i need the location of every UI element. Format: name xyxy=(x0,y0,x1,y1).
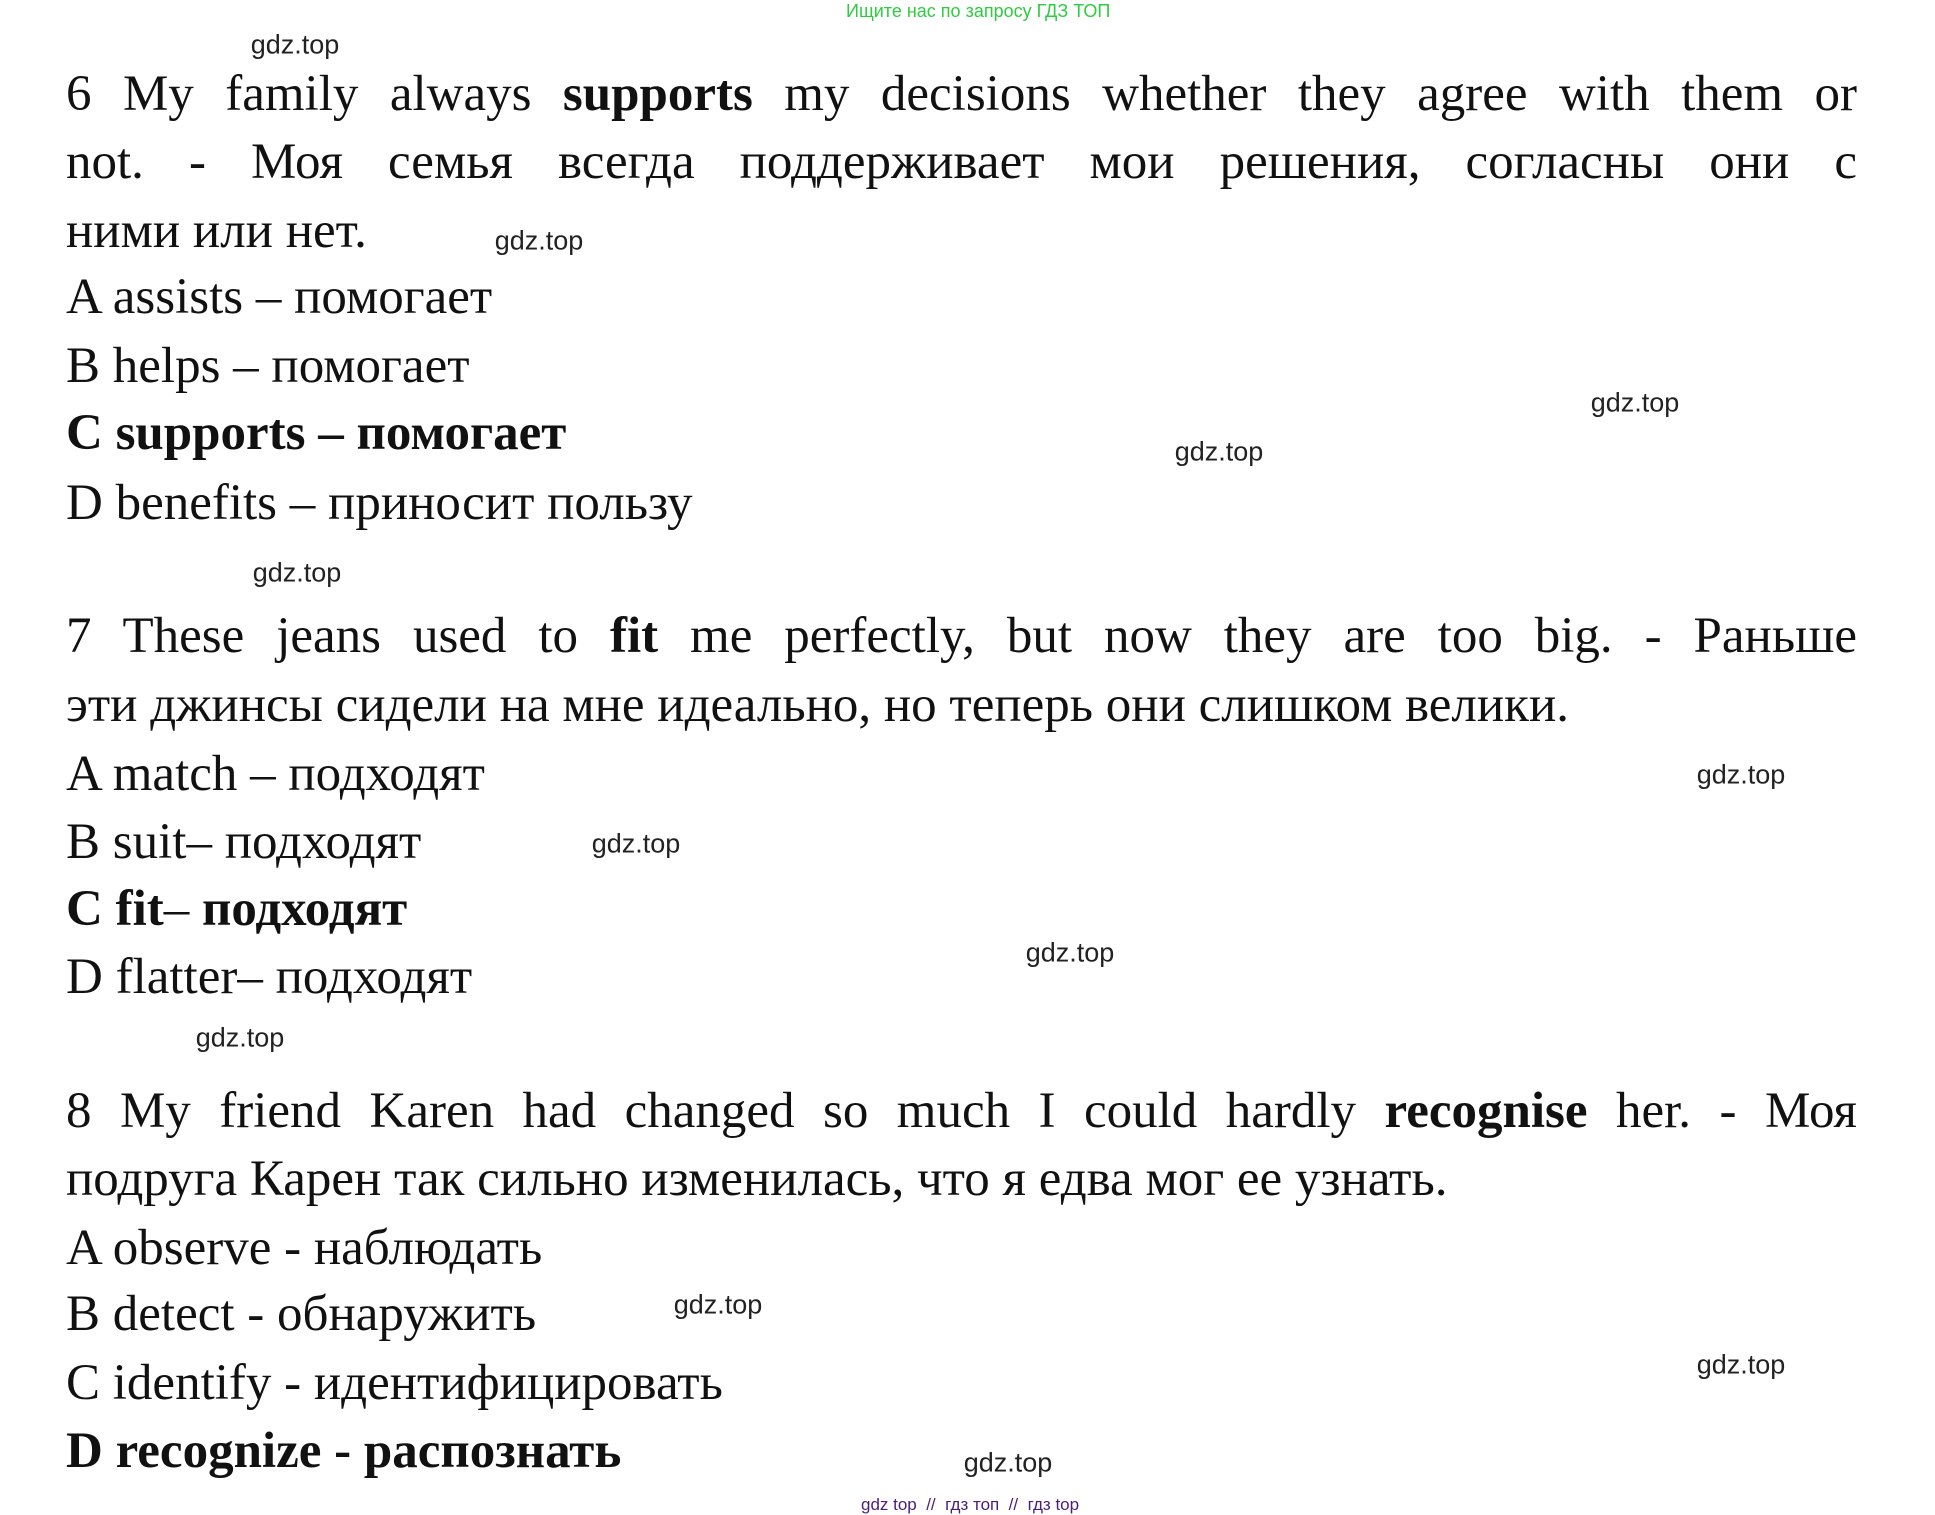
question-8-line-2: подруга Карен так сильно изменилась, что я едва мог ее узнать. xyxy=(66,1151,1448,1207)
question-8-line-1: 8 My friend Karen had changed so much I could hardly recognise her. - Моя xyxy=(66,1083,1858,1139)
watermark: gdz.top xyxy=(250,29,340,60)
watermark: gdz.top xyxy=(591,828,681,859)
option-a: A assists – помогает xyxy=(66,269,493,325)
keyword: recognise xyxy=(1384,1083,1588,1139)
option-d-answer: D recognize - распознать xyxy=(66,1423,622,1479)
option-a: A observe - наблюдать xyxy=(66,1220,543,1276)
option-b: B suit– подходят xyxy=(66,814,422,870)
watermark: gdz.top xyxy=(1174,436,1264,467)
option-b: B detect - обнаружить xyxy=(66,1286,537,1342)
option-c-answer: C supports – помогает xyxy=(66,405,567,461)
header-banner: Ищите нас по запросу ГДЗ ТОП xyxy=(846,1,1111,21)
watermark: gdz.top xyxy=(252,557,342,588)
keyword: supports xyxy=(562,66,753,122)
watermark: gdz.top xyxy=(673,1289,763,1320)
question-6-line-1: 6 My family always supports my decisions whether they agree with them or xyxy=(66,66,1857,122)
watermark: gdz.top xyxy=(1025,937,1115,968)
option-d: D benefits – приносит пользу xyxy=(66,475,693,531)
option-c-answer: C fit– подходят xyxy=(66,881,408,937)
question-7-line-1: 7 These jeans used to fit me perfectly, but now they are too big. - Раньше xyxy=(66,608,1857,664)
footer-banner: gdz top // гдз топ // гдз top xyxy=(861,1495,1080,1514)
option-c: C identify - идентифицировать xyxy=(66,1355,723,1411)
question-7-line-2: эти джинсы сидели на мне идеально, но теперь они слишком велики. xyxy=(66,677,1569,733)
watermark: gdz.top xyxy=(1696,1349,1786,1380)
watermark: gdz.top xyxy=(195,1022,285,1053)
watermark: gdz.top xyxy=(963,1447,1053,1478)
watermark: gdz.top xyxy=(494,225,584,256)
keyword: fit xyxy=(609,608,659,664)
question-6-line-2: not. - Моя семья всегда поддерживает мои решения, согласны они с xyxy=(66,134,1857,190)
option-a: A match – подходят xyxy=(66,746,485,802)
option-b: B helps – помогает xyxy=(66,338,470,394)
option-d: D flatter– подходят xyxy=(66,949,473,1005)
question-6-line-3: ними или нет. xyxy=(66,203,367,259)
watermark: gdz.top xyxy=(1590,387,1680,418)
watermark: gdz.top xyxy=(1696,759,1786,790)
